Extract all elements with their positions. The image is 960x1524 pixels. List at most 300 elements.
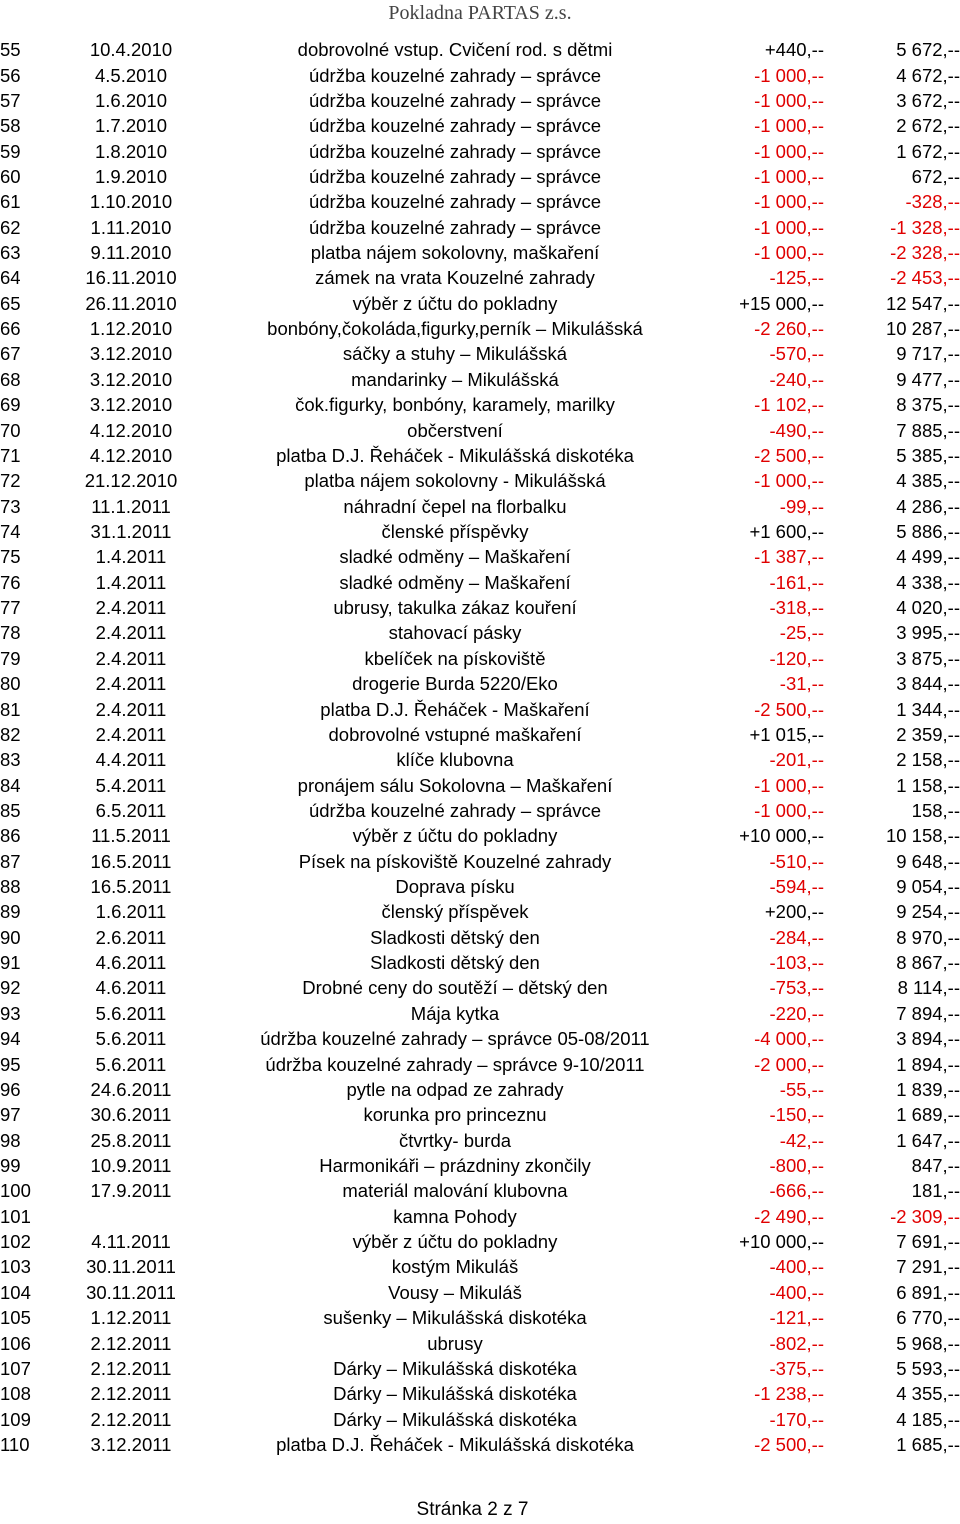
row-number: 89: [0, 901, 21, 923]
row-description: stahovací pásky: [388, 622, 522, 644]
row-number: 83: [0, 749, 21, 771]
row-description: materiál malování klubovna: [342, 1180, 568, 1202]
table-row: [0, 722, 960, 747]
row-amount: -1 102,--: [754, 394, 824, 416]
row-date: 11.5.2011: [91, 825, 171, 847]
row-date: 4.5.2010: [94, 64, 167, 86]
row-number: 74: [0, 521, 21, 542]
row-description: občerstvení: [407, 419, 503, 441]
row-number: 55: [0, 39, 21, 61]
row-number: 106: [0, 1332, 31, 1354]
row-number: 88: [0, 876, 21, 898]
row-amount: -1 000,--: [754, 165, 824, 187]
row-date: 5.6.2011: [95, 1002, 167, 1024]
table-row: [0, 341, 960, 366]
row-number: 105: [0, 1307, 31, 1329]
row-balance: 5 968,--: [896, 1332, 960, 1354]
row-number: 93: [0, 1002, 21, 1024]
table-row: [0, 291, 960, 316]
row-date: 2.12.2011: [90, 1408, 172, 1430]
row-description: platba nájem sokolovny - Mikulášská: [304, 470, 606, 492]
row-date: 1.10.2010: [89, 191, 173, 213]
row-balance: 3 875,--: [896, 647, 960, 669]
row-number: 61: [0, 191, 21, 213]
ledger-table: [0, 37, 960, 1457]
table-row: [0, 240, 960, 265]
table-row: [0, 1330, 960, 1355]
row-amount: -1 000,--: [754, 191, 824, 213]
row-balance: 1 344,--: [896, 698, 960, 720]
row-balance: 4 185,--: [896, 1408, 960, 1430]
row-amount: -1 000,--: [754, 115, 824, 137]
row-balance: -2 309,--: [890, 1205, 960, 1227]
row-number: 59: [0, 140, 21, 162]
table-row: [0, 1229, 960, 1254]
row-date: 9.11.2010: [90, 242, 172, 264]
row-balance: 3 995,--: [896, 622, 960, 644]
page-number: Stránka 2 z 7: [416, 1499, 529, 1520]
row-description: Drobné ceny do soutěží – dětský den: [302, 977, 608, 999]
table-row: [0, 620, 960, 645]
row-number: 92: [0, 977, 21, 999]
row-number: 86: [0, 825, 21, 847]
row-date: 2.4.2011: [95, 673, 167, 695]
row-description: sušenky – Mikulášská diskotéka: [323, 1307, 587, 1329]
row-balance: 2 672,--: [896, 115, 960, 137]
row-amount: -2 500,--: [754, 698, 824, 720]
table-row: [0, 1305, 960, 1330]
row-number: 70: [0, 419, 21, 441]
row-number: 69: [0, 394, 21, 416]
row-description: sladké odměny – Maškaření: [339, 571, 571, 593]
row-date: 1.12.2010: [89, 318, 173, 340]
row-amount: -284,--: [769, 926, 824, 948]
row-balance: 847,--: [911, 1154, 960, 1176]
row-description: Vousy – Mikuláš: [388, 1281, 522, 1303]
row-description: ubrusy, takulka zákaz kouření: [333, 597, 577, 619]
row-description: Doprava písku: [395, 876, 515, 898]
row-amount: -170,--: [769, 1408, 824, 1430]
table-row: [0, 443, 960, 468]
row-description: údržba kouzelné zahrady – správce 9-10/2011: [265, 1053, 645, 1075]
row-description: dobrovolné vstup. Cvičení rod. s dětmi: [297, 39, 613, 61]
row-number: 75: [0, 546, 21, 568]
row-date: 1.6.2011: [95, 901, 167, 923]
row-balance: 1 894,--: [896, 1053, 960, 1075]
row-date: 2.12.2011: [90, 1332, 172, 1354]
row-date: 30.6.2011: [90, 1104, 172, 1126]
table-row: [0, 215, 960, 240]
row-date: 25.8.2011: [90, 1129, 172, 1151]
row-balance: 1 689,--: [896, 1104, 960, 1126]
row-description: klíče klubovna: [396, 749, 514, 771]
row-description: bonbóny,čokoláda,figurky,perník – Mikulášská: [267, 318, 643, 340]
row-number: 82: [0, 723, 21, 745]
table-row: [0, 823, 960, 848]
table-row: [0, 595, 960, 620]
row-amount: -1 000,--: [754, 89, 824, 111]
row-date: 1.11.2010: [90, 216, 172, 238]
row-number: 95: [0, 1053, 21, 1075]
table-row: [0, 417, 960, 442]
row-description: sáčky a stuhy – Mikulášská: [342, 343, 568, 365]
table-row: [0, 1432, 960, 1457]
row-description: kbelíček na pískoviště: [364, 647, 546, 669]
table-row: [0, 570, 960, 595]
row-number: 63: [0, 242, 21, 264]
row-description: pronájem sálu Sokolovna – Maškaření: [297, 774, 613, 796]
row-date: 4.12.2010: [89, 444, 173, 466]
row-date: 31.1.2011: [90, 521, 172, 542]
row-balance: 5 886,--: [896, 521, 960, 542]
row-amount: +10 000,--: [739, 825, 824, 847]
row-description: kostým Mikuláš: [391, 1256, 519, 1278]
row-number: 76: [0, 571, 21, 593]
row-amount: -1 000,--: [754, 140, 824, 162]
row-description: náhradní čepel na florbalku: [343, 495, 567, 517]
row-balance: 4 338,--: [896, 571, 960, 593]
row-amount: -2 500,--: [754, 1433, 824, 1455]
table-row: [0, 113, 960, 138]
table-row: [0, 874, 960, 899]
row-number: 109: [0, 1408, 31, 1430]
row-amount: -220,--: [769, 1002, 824, 1024]
row-balance: 5 385,--: [896, 444, 960, 466]
row-date: 24.6.2011: [90, 1078, 172, 1100]
row-description: výběr z účtu do pokladny: [352, 292, 558, 314]
row-balance: 6 770,--: [896, 1307, 960, 1329]
row-date: 26.11.2010: [85, 292, 177, 314]
row-description: čtvrtky- burda: [398, 1129, 512, 1151]
row-description: údržba kouzelné zahrady – správce: [308, 191, 602, 213]
row-date: 4.6.2011: [95, 977, 167, 999]
row-amount: -666,--: [769, 1180, 824, 1202]
row-number: 71: [0, 444, 21, 466]
row-date: 2.6.2011: [95, 926, 167, 948]
row-description: pytle na odpad ze zahrady: [346, 1078, 564, 1100]
row-amount: -240,--: [769, 368, 824, 390]
row-amount: -570,--: [769, 343, 824, 365]
row-amount: -802,--: [769, 1332, 824, 1354]
row-number: 65: [0, 292, 21, 314]
table-row: [0, 950, 960, 975]
table-row: [0, 849, 960, 874]
table-row: [0, 975, 960, 1000]
row-amount: -99,--: [779, 495, 824, 517]
row-description: Sladkosti dětský den: [370, 952, 540, 974]
row-date: 2.4.2011: [95, 698, 167, 720]
row-number: 73: [0, 495, 21, 517]
row-date: 4.12.2010: [89, 419, 173, 441]
row-description: Dárky – Mikulášská diskotéka: [333, 1383, 577, 1405]
row-number: 90: [0, 926, 21, 948]
row-date: 5.6.2011: [95, 1053, 167, 1075]
row-date: 1.4.2011: [95, 546, 167, 568]
table-row: [0, 646, 960, 671]
row-balance: 10 287,--: [885, 318, 960, 340]
row-date: 4.6.2011: [95, 952, 167, 974]
row-number: 67: [0, 343, 21, 365]
table-row: [0, 1102, 960, 1127]
table-row: [0, 88, 960, 113]
row-description: údržba kouzelné zahrady – správce: [308, 115, 602, 137]
row-amount: -103,--: [769, 952, 824, 974]
row-description: členský příspěvek: [381, 901, 529, 923]
row-amount: +1 600,--: [749, 521, 824, 542]
row-date: 17.9.2011: [90, 1180, 172, 1202]
table-row: [0, 1077, 960, 1102]
row-balance: 9 477,--: [896, 368, 960, 390]
row-description: platba D.J. Řeháček - Maškaření: [320, 698, 590, 720]
row-date: 16.11.2010: [85, 267, 177, 289]
row-amount: -2 260,--: [754, 318, 824, 340]
row-date: 10.4.2010: [89, 39, 173, 61]
row-number: 99: [0, 1154, 21, 1176]
row-balance: 5 593,--: [896, 1357, 960, 1379]
row-balance: 4 499,--: [896, 546, 960, 568]
table-row: [0, 493, 960, 518]
row-date: 16.5.2011: [90, 850, 172, 872]
row-balance: 12 547,--: [885, 292, 960, 314]
table-row: [0, 696, 960, 721]
row-number: 85: [0, 799, 21, 821]
row-amount: -1 000,--: [754, 242, 824, 264]
row-number: 84: [0, 774, 21, 796]
row-amount: +1 015,--: [749, 723, 824, 745]
row-amount: -753,--: [769, 977, 824, 999]
row-number: 62: [0, 216, 21, 238]
row-amount: -318,--: [769, 597, 824, 619]
table-row: [0, 316, 960, 341]
row-balance: 4 020,--: [896, 597, 960, 619]
table-row: [0, 798, 960, 823]
row-number: 79: [0, 647, 21, 669]
row-description: Písek na pískoviště Kouzelné zahrady: [298, 850, 612, 872]
row-number: 57: [0, 89, 21, 111]
row-description: údržba kouzelné zahrady – správce: [308, 140, 602, 162]
row-date: 3.12.2010: [89, 343, 173, 365]
row-description: platba D.J. Řeháček - Mikulášská diskotéka: [276, 1433, 634, 1455]
row-description: čok.figurky, bonbóny, karamely, marilky: [295, 394, 615, 416]
row-number: 108: [0, 1383, 31, 1405]
row-number: 104: [0, 1281, 31, 1303]
row-description: údržba kouzelné zahrady – správce: [308, 799, 602, 821]
row-balance: 4 355,--: [896, 1383, 960, 1405]
row-amount: -400,--: [769, 1281, 824, 1303]
row-balance: 1 158,--: [896, 774, 960, 796]
row-amount: -1 387,--: [754, 546, 824, 568]
row-amount: +200,--: [764, 901, 824, 923]
row-amount: -594,--: [769, 876, 824, 898]
row-balance: 4 672,--: [896, 64, 960, 86]
row-number: 60: [0, 165, 21, 187]
row-balance: 8 867,--: [896, 952, 960, 974]
row-number: 56: [0, 64, 21, 86]
row-balance: 2 359,--: [896, 723, 960, 745]
row-date: 1.9.2010: [94, 165, 167, 187]
row-balance: -2 328,--: [890, 242, 960, 264]
row-date: 4.4.2011: [95, 749, 167, 771]
row-number: 96: [0, 1078, 21, 1100]
table-row: [0, 1001, 960, 1026]
row-amount: -201,--: [769, 749, 824, 771]
table-row: [0, 1153, 960, 1178]
row-description: ubrusy: [427, 1332, 483, 1354]
table-row: [0, 1254, 960, 1279]
table-row: [0, 392, 960, 417]
row-date: 2.4.2011: [95, 647, 167, 669]
table-row: [0, 62, 960, 87]
row-amount: -800,--: [769, 1154, 824, 1176]
row-description: korunka pro princeznu: [363, 1104, 547, 1126]
row-balance: -1 328,--: [890, 216, 960, 238]
table-row: [0, 138, 960, 163]
table-row: [0, 1204, 960, 1229]
row-amount: -125,--: [769, 267, 824, 289]
row-amount: -2 500,--: [754, 444, 824, 466]
table-row: [0, 189, 960, 214]
row-date: 21.12.2010: [84, 470, 178, 492]
table-row: [0, 671, 960, 696]
row-amount: -31,--: [779, 673, 824, 695]
row-balance: 8 114,--: [897, 977, 960, 999]
row-number: 80: [0, 673, 21, 695]
row-balance: 2 158,--: [896, 749, 960, 771]
row-date: 3.12.2010: [89, 394, 173, 416]
row-description: údržba kouzelné zahrady – správce 05-08/2011: [260, 1028, 650, 1050]
row-number: 103: [0, 1256, 31, 1278]
row-amount: -25,--: [779, 622, 824, 644]
row-date: 4.11.2011: [91, 1231, 171, 1253]
row-description: Mája kytka: [410, 1002, 500, 1024]
table-row: [0, 925, 960, 950]
row-balance: 5 672,--: [896, 39, 960, 61]
row-amount: -42,--: [779, 1129, 824, 1151]
row-description: údržba kouzelné zahrady – správce: [308, 89, 602, 111]
row-amount: -121,--: [769, 1307, 824, 1329]
row-number: 78: [0, 622, 21, 644]
table-row: [0, 1381, 960, 1406]
row-date: 2.4.2011: [95, 622, 167, 644]
table-row: [0, 899, 960, 924]
row-amount: -490,--: [769, 419, 824, 441]
row-amount: -1 238,--: [754, 1383, 824, 1405]
table-row: [0, 544, 960, 569]
table-row: [0, 37, 960, 62]
row-description: výběr z účtu do pokladny: [352, 825, 558, 847]
row-amount: -400,--: [769, 1256, 824, 1278]
row-balance: 158,--: [911, 799, 960, 821]
row-balance: -2 453,--: [890, 267, 960, 289]
table-row: [0, 1127, 960, 1152]
row-description: drogerie Burda 5220/Eko: [352, 673, 558, 695]
table-row: [0, 1406, 960, 1431]
row-amount: -1 000,--: [754, 216, 824, 238]
row-amount: -55,--: [779, 1078, 824, 1100]
row-description: platba D.J. Řeháček - Mikulášská diskotéka: [276, 444, 634, 466]
row-date: 11.1.2011: [91, 495, 171, 517]
row-date: 2.12.2011: [90, 1357, 172, 1379]
table-row: [0, 1026, 960, 1051]
row-balance: 4 385,--: [896, 470, 960, 492]
page-title: Pokladna PARTAS z.s.: [388, 2, 572, 24]
row-date: 3.12.2010: [89, 368, 173, 390]
table-row: [0, 468, 960, 493]
row-balance: 7 894,--: [896, 1002, 960, 1024]
row-balance: 8 375,--: [896, 394, 960, 416]
row-description: údržba kouzelné zahrady – správce: [308, 216, 602, 238]
row-balance: -328,--: [905, 191, 960, 213]
row-number: 91: [0, 952, 21, 974]
row-amount: +10 000,--: [739, 1231, 824, 1253]
ledger-body: [0, 37, 960, 1457]
row-number: 64: [0, 267, 21, 289]
row-description: Harmonikáři – prázdniny zkončily: [319, 1154, 591, 1176]
row-balance: 1 685,--: [896, 1433, 960, 1455]
row-balance: 9 054,--: [896, 876, 960, 898]
row-balance: 672,--: [911, 165, 960, 187]
row-date: 1.8.2010: [94, 140, 167, 162]
row-balance: 1 672,--: [896, 140, 960, 162]
row-date: 1.7.2010: [94, 115, 167, 137]
row-description: výběr z účtu do pokladny: [352, 1231, 558, 1253]
row-number: 97: [0, 1104, 21, 1126]
row-description: Sladkosti dětský den: [370, 926, 540, 948]
row-amount: +440,--: [764, 39, 824, 61]
row-balance: 1 647,--: [896, 1129, 960, 1151]
row-amount: -375,--: [769, 1357, 824, 1379]
row-number: 101: [0, 1205, 31, 1227]
row-amount: -2 000,--: [754, 1053, 824, 1075]
row-amount: -1 000,--: [754, 799, 824, 821]
row-description: platba nájem sokolovny, maškaření: [310, 242, 600, 264]
row-description: sladké odměny – Maškaření: [339, 546, 571, 568]
row-date: 2.4.2011: [95, 723, 167, 745]
row-number: 100: [0, 1180, 31, 1202]
row-balance: 181,--: [911, 1180, 960, 1202]
row-date: 6.5.2011: [95, 799, 167, 821]
table-row: [0, 164, 960, 189]
row-number: 87: [0, 850, 21, 872]
row-description: mandarinky – Mikulášská: [351, 368, 559, 390]
row-amount: -150,--: [769, 1104, 824, 1126]
table-row: [0, 772, 960, 797]
row-balance: 3 844,--: [896, 673, 960, 695]
row-number: 77: [0, 597, 21, 619]
row-date: 5.6.2011: [95, 1028, 167, 1050]
row-date: 10.9.2011: [90, 1154, 172, 1176]
row-description: členské příspěvky: [381, 521, 529, 542]
row-date: [56, 1204, 206, 1229]
row-amount: -4 000,--: [754, 1028, 824, 1050]
row-date: 3.12.2011: [90, 1433, 172, 1455]
row-balance: 9 254,--: [896, 901, 960, 923]
row-amount: -1 000,--: [754, 774, 824, 796]
row-balance: 7 691,--: [896, 1231, 960, 1253]
row-date: 30.11.2011: [86, 1256, 176, 1278]
row-number: 102: [0, 1231, 31, 1253]
row-description: dobrovolné vstupné maškaření: [328, 723, 582, 745]
table-row: [0, 265, 960, 290]
row-date: 1.12.2011: [90, 1307, 172, 1329]
row-balance: 9 717,--: [896, 343, 960, 365]
table-row: [0, 367, 960, 392]
row-amount: -510,--: [769, 850, 824, 872]
row-balance: 9 648,--: [896, 850, 960, 872]
row-balance: 7 291,--: [896, 1256, 960, 1278]
row-balance: 1 839,--: [896, 1078, 960, 1100]
row-date: 1.4.2011: [95, 571, 167, 593]
